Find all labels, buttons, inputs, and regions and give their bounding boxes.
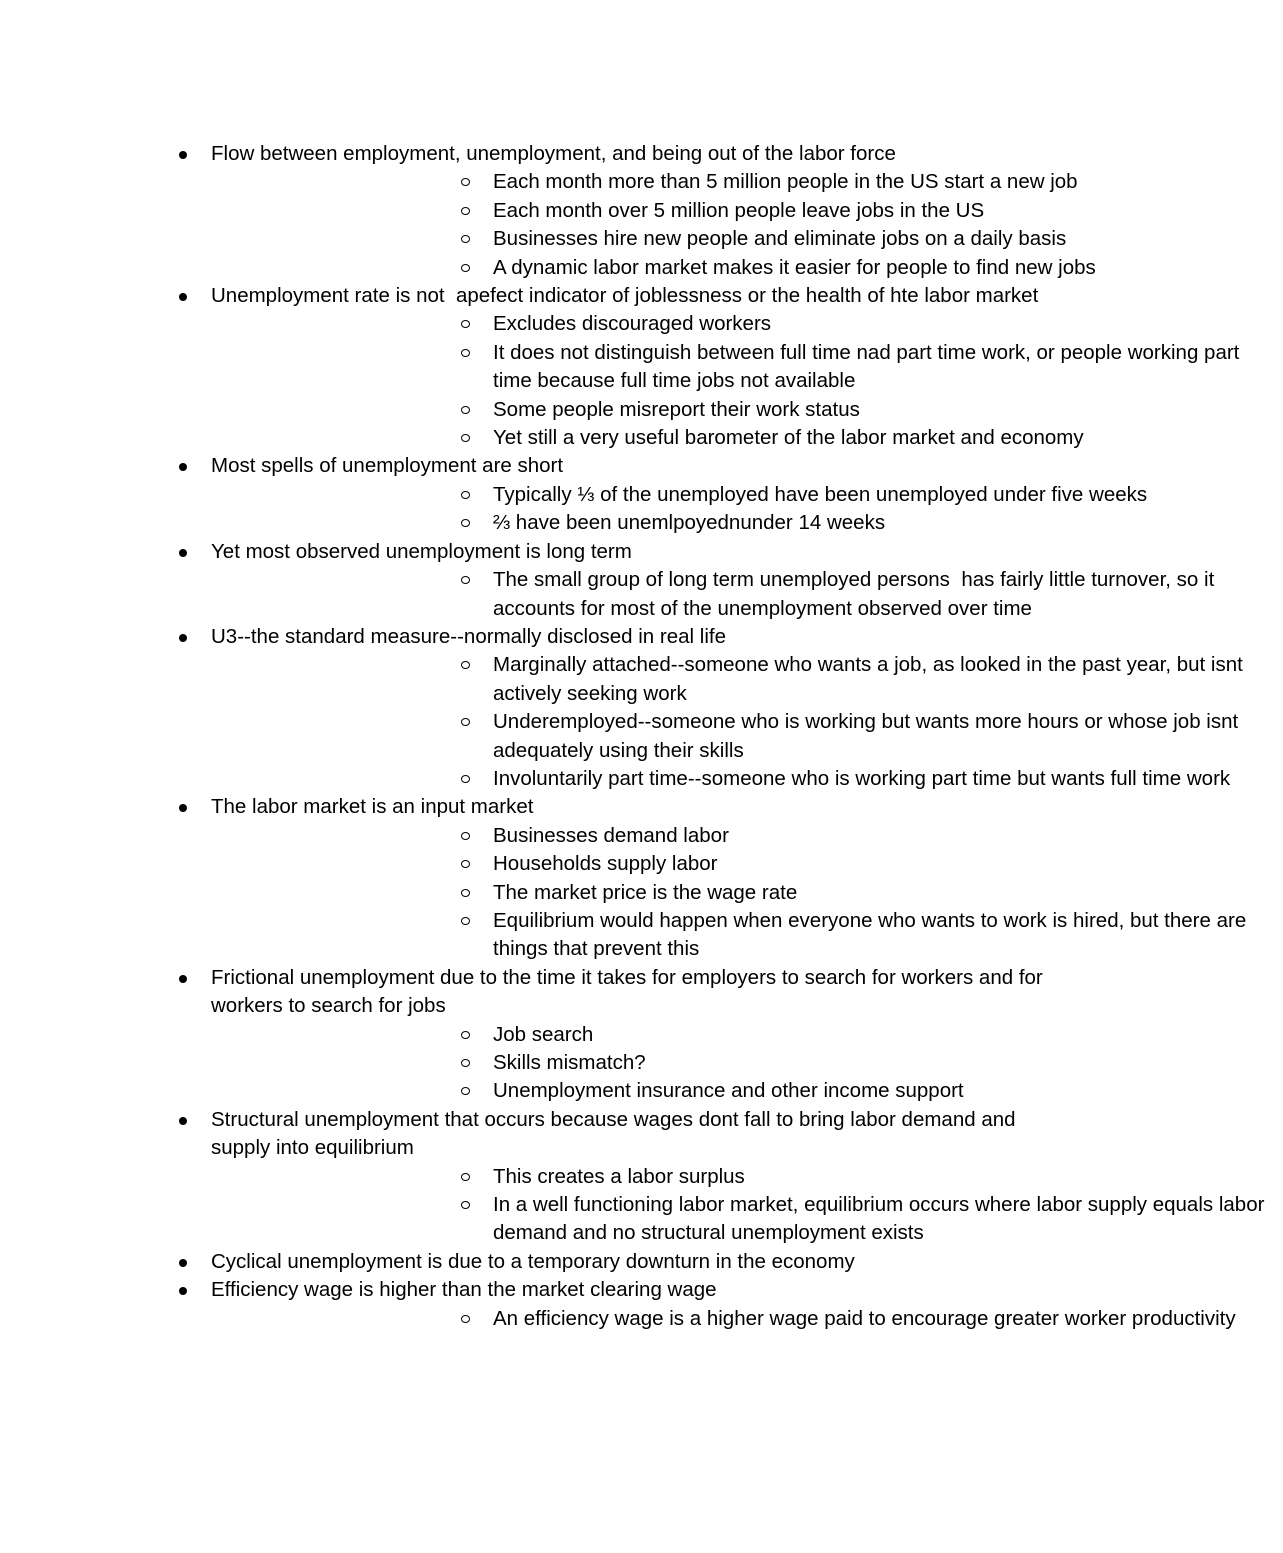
sub-list-item bbox=[211, 481, 1283, 509]
list-item-text: Unemployment rate is not apefect indicator of joblessness or the health of hte labor market bbox=[211, 284, 1039, 308]
document-page bbox=[0, 140, 1271, 1333]
list-item bbox=[0, 1248, 1071, 1276]
list-item bbox=[0, 1276, 1236, 1333]
sub-list-item-text: Unemployment insurance and other income support bbox=[493, 1079, 964, 1103]
sub-list-item bbox=[211, 708, 1283, 765]
bullet-circle-icon bbox=[461, 1087, 470, 1095]
bullet-disc-icon bbox=[179, 804, 187, 812]
sub-list bbox=[211, 168, 1096, 282]
list-item bbox=[0, 282, 1246, 452]
bullet-disc-icon bbox=[179, 1259, 187, 1267]
sub-list bbox=[211, 822, 1252, 964]
sub-list bbox=[211, 481, 1148, 538]
sub-list-item bbox=[211, 1163, 1283, 1191]
sub-list-item bbox=[211, 879, 1283, 907]
bullet-disc-icon bbox=[179, 1117, 187, 1125]
sub-list-item-text: The small group of long term unemployed persons has fairly little turnover, so it accounts for most of the unemployment observed over time bbox=[493, 568, 1220, 620]
list-item bbox=[0, 452, 1148, 537]
sub-list-item-text: Businesses demand labor bbox=[493, 823, 729, 847]
sub-list bbox=[211, 1163, 1271, 1248]
bullet-disc-icon bbox=[179, 634, 187, 642]
list-item-text: Frictional unemployment due to the time it takes for employers to search for workers and for workers to search for jobs bbox=[211, 965, 1049, 1018]
bullet-circle-icon bbox=[461, 519, 470, 527]
list-item-text: The labor market is an input market bbox=[211, 795, 534, 819]
list-item-text: Cyclical unemployment is due to a temporary downturn in the economy bbox=[211, 1249, 855, 1273]
list-item-text: Most spells of unemployment are short bbox=[211, 454, 564, 478]
list-item bbox=[0, 140, 1096, 282]
bullet-circle-icon bbox=[461, 434, 470, 442]
sub-list-item-text: Marginally attached--someone who wants a job, as looked in the past year, but isnt actively seeking work bbox=[493, 653, 1249, 705]
bullet-circle-icon bbox=[461, 320, 470, 328]
sub-list-item bbox=[211, 765, 1283, 793]
sub-list-item bbox=[211, 225, 1283, 253]
sub-list-item bbox=[211, 254, 1283, 282]
list-item-text: U3--the standard measure--normally disclosed in real life bbox=[211, 624, 726, 648]
bullet-circle-icon bbox=[461, 207, 470, 215]
sub-list-item-text: In a well functioning labor market, equilibrium occurs where labor supply equals labor demand and no structural unemployment exists bbox=[493, 1193, 1271, 1245]
bullet-disc-icon bbox=[179, 975, 187, 983]
sub-list bbox=[211, 651, 1249, 793]
sub-list-item-text: Excludes discouraged workers bbox=[493, 312, 772, 336]
bullet-circle-icon bbox=[461, 491, 470, 499]
sub-list-item bbox=[211, 197, 1283, 225]
sub-list-item-text: Some people misreport their work status bbox=[493, 397, 860, 421]
sub-list bbox=[211, 1021, 1071, 1106]
sub-list-item bbox=[211, 907, 1283, 964]
list-item-text: Efficiency wage is higher than the market clearing wage bbox=[211, 1278, 717, 1302]
sub-list-item bbox=[211, 822, 1283, 850]
sub-list-item bbox=[211, 1191, 1283, 1248]
bullet-disc-icon bbox=[179, 293, 187, 301]
sub-list-item-text: Yet still a very useful barometer of the labor market and economy bbox=[493, 426, 1084, 450]
bullet-circle-icon bbox=[461, 917, 470, 925]
bullet-circle-icon bbox=[461, 1059, 470, 1067]
sub-list-item-text: Involuntarily part time--someone who is working part time but wants full time work bbox=[493, 766, 1231, 790]
list-item-text: Flow between employment, unemployment, and being out of the labor force bbox=[211, 142, 896, 165]
bullet-disc-icon bbox=[179, 549, 187, 557]
sub-list bbox=[211, 566, 1220, 623]
bullet-circle-icon bbox=[461, 1173, 470, 1181]
sub-list-item bbox=[211, 310, 1283, 338]
bullet-circle-icon bbox=[461, 718, 470, 726]
sub-list-item bbox=[211, 651, 1283, 708]
sub-list-item-text: Equilibrium would happen when everyone who wants to work is hired, but there are things that prevent this bbox=[493, 908, 1252, 961]
bullet-disc-icon bbox=[179, 151, 187, 159]
sub-list-item bbox=[211, 566, 1283, 623]
sub-list-item-text: An efficiency wage is a higher wage paid to encourage greater worker productivity bbox=[493, 1306, 1236, 1330]
bullet-circle-icon bbox=[461, 576, 470, 584]
sub-list-item-text: This creates a labor surplus bbox=[493, 1164, 745, 1188]
sub-list-item-text: Typically ⅓ of the unemployed have been unemployed under five weeks bbox=[493, 482, 1148, 506]
bullet-circle-icon bbox=[461, 775, 470, 783]
bullet-circle-icon bbox=[461, 832, 470, 840]
sub-list-item-text: A dynamic labor market makes it easier for people to find new jobs bbox=[493, 255, 1096, 279]
sub-list-item-text: It does not distinguish between full time nad part time work, or people working part time because full time jobs not available bbox=[493, 340, 1246, 393]
sub-list-item bbox=[211, 1049, 1283, 1077]
list-item-text: Yet most observed unemployment is long term bbox=[211, 539, 632, 563]
list-item bbox=[0, 538, 1220, 623]
list-item bbox=[0, 964, 1071, 1106]
sub-list-item-text: Skills mismatch? bbox=[493, 1051, 646, 1074]
bullet-circle-icon bbox=[461, 1031, 470, 1039]
bullet-circle-icon bbox=[461, 178, 470, 186]
sub-list-item-text: Households supply labor bbox=[493, 852, 718, 876]
list-item-text: Structural unemployment that occurs because wages dont fall to bring labor demand and supply into equilibrium bbox=[211, 1107, 1022, 1160]
bullet-circle-icon bbox=[461, 235, 470, 243]
bullet-disc-icon bbox=[179, 1287, 187, 1295]
sub-list-item bbox=[211, 339, 1283, 396]
list-item bbox=[0, 793, 1252, 963]
sub-list bbox=[211, 310, 1246, 452]
bullet-circle-icon bbox=[461, 889, 470, 897]
list-item bbox=[0, 623, 1249, 793]
sub-list-item-text: Each month over 5 million people leave jobs in the US bbox=[493, 198, 985, 222]
sub-list-item-text: Each month more than 5 million people in the US start a new job bbox=[493, 170, 1078, 194]
bullet-circle-icon bbox=[461, 661, 470, 669]
bullet-circle-icon bbox=[461, 860, 470, 868]
bullet-list bbox=[0, 140, 1271, 1333]
bullet-circle-icon bbox=[461, 349, 470, 357]
bullet-circle-icon bbox=[461, 1315, 470, 1323]
sub-list-item bbox=[211, 168, 1283, 196]
bullet-circle-icon bbox=[461, 264, 470, 272]
bullet-disc-icon bbox=[179, 463, 187, 471]
sub-list-item-text: Job search bbox=[493, 1022, 594, 1046]
sub-list-item bbox=[211, 1021, 1283, 1049]
sub-list bbox=[211, 1305, 1236, 1333]
bullet-circle-icon bbox=[461, 406, 470, 414]
sub-list-item-text: The market price is the wage rate bbox=[493, 880, 798, 904]
sub-list-item bbox=[211, 850, 1283, 878]
sub-list-item bbox=[211, 509, 1283, 537]
sub-list-item bbox=[211, 1077, 1283, 1105]
sub-list-item bbox=[211, 1305, 1283, 1333]
sub-list-item-text: Underemployed--someone who is working but wants more hours or whose job isnt adequately using their skills bbox=[493, 710, 1244, 762]
sub-list-item-text: ⅔ have been unemlpoyednunder 14 weeks bbox=[493, 511, 886, 535]
bullet-circle-icon bbox=[461, 1201, 470, 1209]
list-item bbox=[0, 1106, 1271, 1248]
sub-list-item-text: Businesses hire new people and eliminate jobs on a daily basis bbox=[493, 227, 1067, 251]
sub-list-item bbox=[211, 424, 1283, 452]
sub-list-item bbox=[211, 396, 1283, 424]
